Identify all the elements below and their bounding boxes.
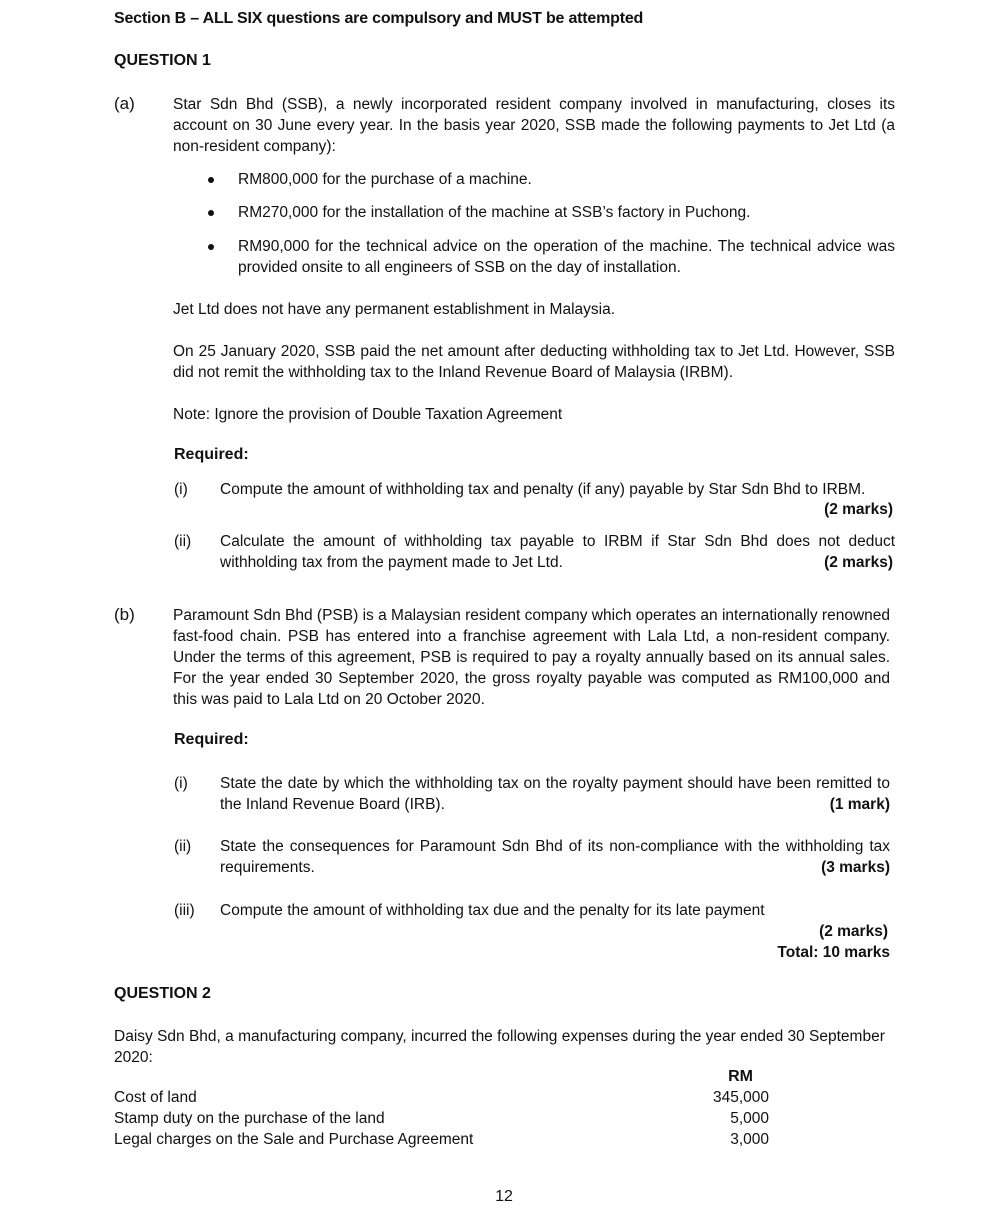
part-a-item-i-text: Compute the amount of withholding tax and penalty (if any) payable by Star Sdn Bhd to IRBM. [220, 481, 866, 498]
expense-row-label: Cost of land [114, 1089, 197, 1106]
expense-row-amount: 5,000 [730, 1110, 769, 1127]
bullet-icon [208, 244, 214, 250]
part-b-item-iii-marks: (2 marks) [819, 923, 888, 940]
part-b-item-i-marks: (1 mark) [829, 796, 890, 813]
part-a-intro: Star Sdn Bhd (SSB), a newly incorporated resident company involved in manufacturing, closes its account on 30 June every year. In the basis year 2020, SSB made the following payments to Jet Ltd (a non-resident company): [173, 96, 895, 155]
expense-row-amount: 3,000 [730, 1131, 769, 1148]
part-a-para-1: Jet Ltd does not have any permanent establishment in Malaysia. [173, 301, 616, 318]
question-2-title: QUESTION 2 [114, 985, 211, 1002]
bullet-icon [208, 210, 214, 216]
part-b-label: (b) [114, 605, 135, 624]
bullet-icon [208, 177, 214, 183]
part-a-item-ii-marks: (2 marks) [824, 554, 893, 571]
part-a-para-2: On 25 January 2020, SSB paid the net amount after deducting withholding tax to Jet Ltd. However, SSB did not remit the withholding tax to the Inland Revenue Board of Malaysia (IRBM). [173, 343, 895, 381]
part-a-item-i-marks: (2 marks) [824, 501, 893, 518]
part-b-item-i-num: (i) [174, 775, 188, 792]
expense-row-amount: 345,000 [712, 1089, 769, 1106]
part-b-required: Required: [174, 731, 249, 748]
part-a-item-i-num: (i) [174, 481, 188, 498]
expense-row-label: Stamp duty on the purchase of the land [114, 1110, 385, 1127]
part-b-item-i-text: State the date by which the withholding tax on the royalty payment should have been remitted to the Inland Revenue Board (IRB). [220, 775, 890, 813]
part-b-item-ii-num: (ii) [174, 838, 192, 855]
part-b-item-ii-text: State the consequences for Paramount Sdn Bhd of its non-compliance with the withholding tax requirements. [220, 838, 890, 876]
bullet-item: RM800,000 for the purchase of a machine. [238, 171, 532, 188]
amount-column-header: RM [728, 1068, 753, 1085]
page-number: 12 [495, 1188, 513, 1205]
part-a-required: Required: [174, 446, 249, 463]
part-b-item-ii-marks: (3 marks) [821, 859, 890, 876]
question-1-total: Total: 10 marks [777, 944, 890, 961]
question-2-intro: Daisy Sdn Bhd, a manufacturing company, incurred the following expenses during the year ended 30 September 2020: [114, 1028, 885, 1066]
part-b-item-iii-text: Compute the amount of withholding tax due and the penalty for its late payment [220, 902, 765, 919]
expense-row-label: Legal charges on the Sale and Purchase Agreement [114, 1131, 474, 1148]
part-a-label: (a) [114, 94, 135, 113]
section-heading: Section B – ALL SIX questions are compulsory and MUST be attempted [114, 10, 644, 27]
part-a-item-ii-num: (ii) [174, 533, 192, 550]
part-b-item-iii-num: (iii) [174, 902, 195, 919]
bullet-item: RM90,000 for the technical advice on the operation of the machine. The technical advice was provided onsite to all engineers of SSB on the day of installation. [238, 238, 895, 276]
part-b-intro: Paramount Sdn Bhd (PSB) is a Malaysian resident company which operates an internationally renowned fast-food chain. PSB has entered into a franchise agreement with Lala Ltd, a non-resident company. Under the terms of this agreement, PSB is required to pay a royalty annually based on its annual sales. For the year ended 30 September 2020, the gross royalty payable was computed as RM100,000 and this was paid to Lala Ltd on 20 October 2020. [173, 607, 890, 708]
part-a-item-ii-text: Calculate the amount of withholding tax payable to IRBM if Star Sdn Bhd does not deduct withholding tax from the payment made to Jet Ltd. [220, 533, 895, 571]
bullet-item: RM270,000 for the installation of the machine at SSB’s factory in Puchong. [238, 204, 751, 221]
part-a-note: Note: Ignore the provision of Double Taxation Agreement [173, 406, 563, 423]
question-1-title: QUESTION 1 [114, 52, 211, 69]
